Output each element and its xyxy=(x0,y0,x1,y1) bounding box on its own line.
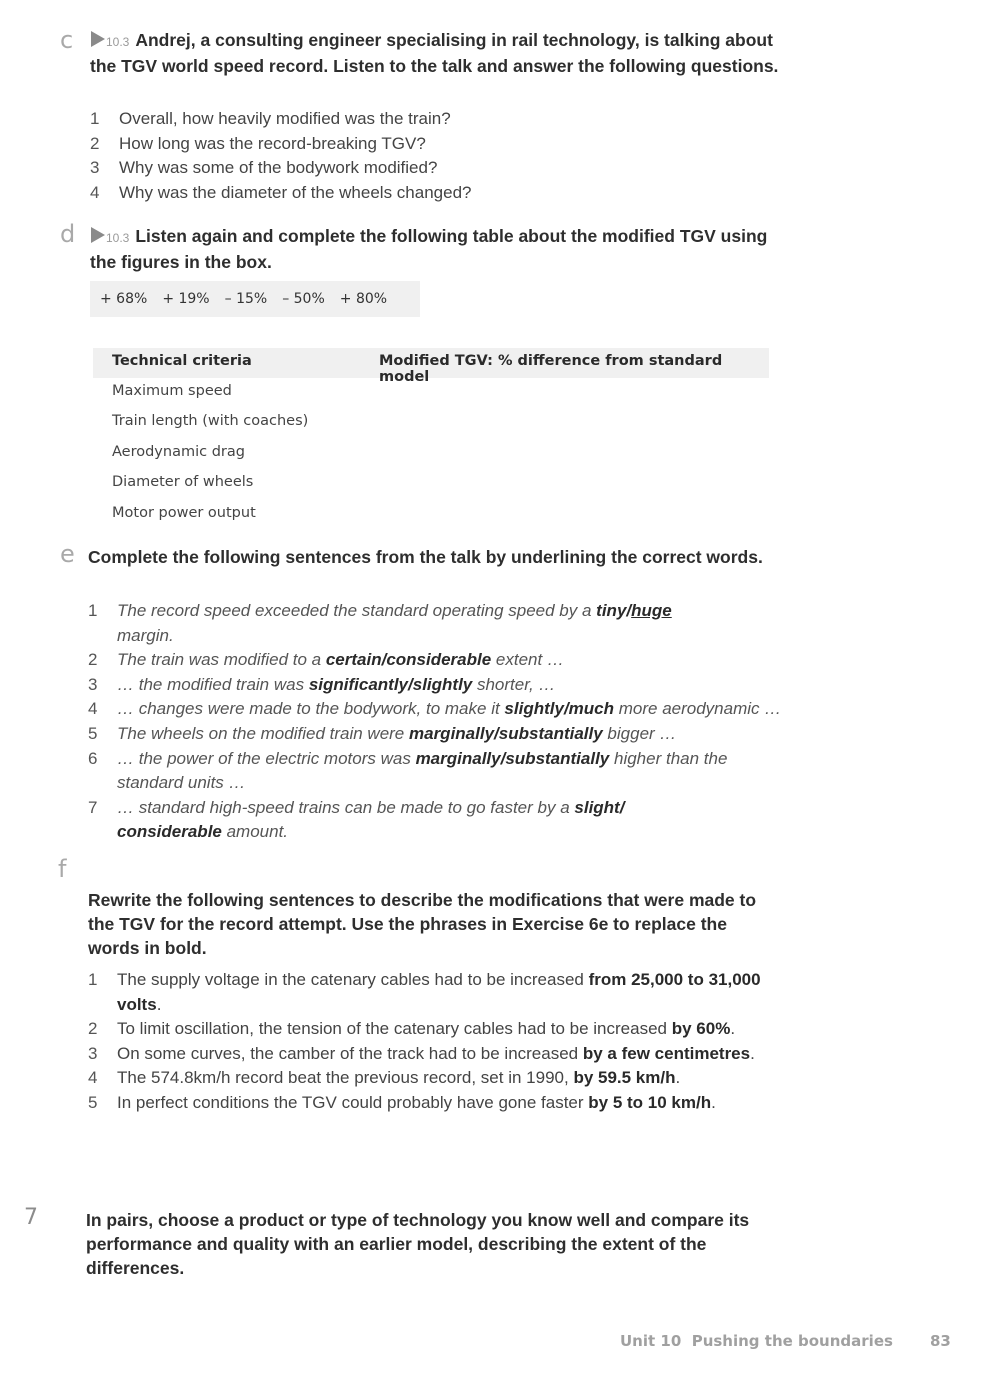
sentence-part: . xyxy=(730,1019,736,1039)
table-row: Diameter of wheels xyxy=(112,474,254,490)
table-header-difference: Modified TGV: % difference from standard model xyxy=(379,353,723,385)
bold-phrase: by a few centimetres xyxy=(582,1043,751,1063)
sentence-part: shorter, … xyxy=(472,674,556,694)
section-d-instruction xyxy=(90,224,780,274)
sentence-part: On some curves, the camber of the track had to be increased xyxy=(117,1043,583,1063)
item-number: 2 xyxy=(90,133,100,153)
questions-list-c xyxy=(90,107,790,205)
word-option[interactable]: marginally xyxy=(415,748,501,768)
exercise-7-instruction: In pairs, choose a product or type of technology you know well and compare its performance and quality with an earlier model, describing the extent of the differences. xyxy=(86,1210,750,1278)
sentence-part: . xyxy=(711,1092,716,1112)
sentences-list-f xyxy=(88,968,778,1116)
track-number: 10.3 xyxy=(106,231,130,245)
list-item xyxy=(88,648,788,673)
list-item xyxy=(88,968,778,1017)
section-letter-f: f xyxy=(58,855,67,883)
list-item xyxy=(88,599,788,648)
option-separator: / xyxy=(626,601,632,620)
audio-track-d[interactable] xyxy=(90,224,129,250)
instruction-text: Andrej, a consulting engineer specialising in rail technology, is talking about the TGV world speed record. Listen to the talk and answer the following questions. xyxy=(90,30,779,76)
option-separator: / xyxy=(563,699,569,719)
sentence-part: The supply voltage in the catenary cables had to be increased xyxy=(117,970,589,989)
item-number: 5 xyxy=(88,1092,98,1112)
sentence-part: . xyxy=(750,1043,755,1063)
list-item xyxy=(88,747,788,796)
sentence-part: To limit oscillation, the tension of the catenary cables had to be increased xyxy=(117,1019,672,1039)
sentence-part: The train was modified to a xyxy=(117,650,326,670)
sentence-part: In perfect conditions the TGV could probably have gone faster xyxy=(117,1092,589,1112)
list-item xyxy=(88,796,788,845)
exercise-number-7: 7 xyxy=(24,1205,38,1230)
word-option[interactable]: tiny xyxy=(596,601,627,620)
table-row: Motor power output xyxy=(112,505,256,521)
instruction-text: Listen again and complete the following table about the modified TGV using the figures in the box. xyxy=(90,226,768,272)
option-separator: / xyxy=(494,723,499,743)
figures-box xyxy=(90,281,420,317)
sentence-part: The 574.8km/h record beat the previous record, set in 1990, xyxy=(117,1068,574,1088)
sentence-part: amount. xyxy=(221,822,289,842)
figure-item: + 80% xyxy=(339,291,388,307)
section-letter-c: c xyxy=(60,26,74,54)
sentence-part: extent … xyxy=(491,650,564,670)
word-option[interactable]: considerable xyxy=(117,822,222,842)
figure-item: – 50% xyxy=(282,291,325,307)
page-number: 83 xyxy=(930,1332,951,1350)
item-number: 3 xyxy=(88,674,98,694)
option-separator: / xyxy=(619,797,625,817)
list-item xyxy=(88,1017,778,1042)
list-item xyxy=(88,697,788,722)
item-number: 4 xyxy=(88,699,98,719)
sentence-part: bigger … xyxy=(602,723,677,743)
word-option[interactable]: certain xyxy=(325,650,382,670)
item-number: 4 xyxy=(88,1068,98,1088)
item-number: 2 xyxy=(88,1019,98,1039)
word-option[interactable]: substantially xyxy=(498,723,603,743)
item-number: 1 xyxy=(88,970,98,989)
sentence-part: The record speed exceeded the standard operating speed by a xyxy=(117,601,597,620)
sentences-list-e xyxy=(88,599,788,845)
table-row: Train length (with coaches) xyxy=(112,413,309,429)
criteria-table xyxy=(93,345,769,530)
section-c-instruction xyxy=(90,28,780,78)
section-f-instruction: Rewrite the following sentences to describe the modifications that were made to the TGV for the record attempt. Use the phrases in Exercise 6e to replace the words in bold. xyxy=(88,890,757,958)
bold-phrase: by 59.5 km/h xyxy=(573,1068,676,1088)
sentence-part: . xyxy=(156,994,162,1014)
list-item xyxy=(90,132,790,157)
item-number: 2 xyxy=(88,650,98,670)
option-separator: / xyxy=(408,674,413,694)
list-item xyxy=(88,1042,778,1067)
question-text: Overall, how heavily modified was the train? xyxy=(119,109,451,128)
word-option[interactable]: slightly xyxy=(504,699,564,719)
sentence-part: margin. xyxy=(117,625,174,645)
word-option[interactable]: marginally xyxy=(409,723,495,743)
sentence-part: more aerodynamic … xyxy=(614,699,782,719)
sentence-part: higher than the standard units … xyxy=(117,748,728,793)
table-row: Maximum speed xyxy=(112,383,232,399)
section-e-instruction: Complete the following sentences from the talk by underlining the correct words. xyxy=(88,547,763,567)
item-number: 1 xyxy=(88,601,98,620)
bold-phrase: by 5 to 10 km/h xyxy=(588,1092,712,1112)
section-letter-d: d xyxy=(60,220,76,248)
list-item xyxy=(88,673,788,698)
play-icon xyxy=(90,30,106,48)
word-option[interactable]: much xyxy=(568,699,615,719)
table-row: Aerodynamic drag xyxy=(112,444,245,460)
question-text: Why was the diameter of the wheels changed? xyxy=(119,182,472,202)
figure-item: + 68% xyxy=(100,291,148,307)
item-number: 6 xyxy=(88,748,98,768)
sentence-part: … the power of the electric motors was xyxy=(117,748,416,768)
item-number: 1 xyxy=(90,109,100,128)
play-icon xyxy=(90,226,106,244)
item-number: 3 xyxy=(88,1043,98,1063)
list-item xyxy=(88,722,788,747)
word-option[interactable]: slight xyxy=(574,797,620,817)
sentence-part: … the modified train was xyxy=(117,674,309,694)
list-item xyxy=(90,107,790,132)
item-number: 5 xyxy=(88,723,98,743)
sentence-part: The wheels on the modified train were xyxy=(117,723,409,743)
footer-unit-title: Unit 10 Pushing the boundaries xyxy=(620,1332,893,1350)
figure-item: – 15% xyxy=(224,291,268,307)
bold-phrase: from 25,000 to 31,000 volts xyxy=(117,970,761,1014)
list-item xyxy=(90,156,790,181)
sentence-part: … standard high-speed trains can be made to go faster by a xyxy=(117,797,575,817)
word-option[interactable]: substantially xyxy=(505,748,610,768)
sentence-part: … changes were made to the bodywork, to make it xyxy=(117,699,505,719)
item-number: 7 xyxy=(88,797,98,817)
list-item xyxy=(90,181,790,206)
list-item xyxy=(88,1066,778,1091)
sentence-part: . xyxy=(675,1068,681,1088)
word-option-underlined[interactable]: huge xyxy=(631,601,672,620)
item-number: 4 xyxy=(90,182,100,202)
word-option[interactable]: considerable xyxy=(386,650,492,670)
list-item xyxy=(88,1091,778,1116)
item-number: 3 xyxy=(90,158,100,178)
section-letter-e: e xyxy=(60,540,75,568)
bold-phrase: by 60% xyxy=(671,1019,731,1039)
option-separator: / xyxy=(381,650,387,670)
table-header-criteria: Technical criteria xyxy=(112,353,252,369)
word-option[interactable]: slightly xyxy=(412,674,473,694)
figure-item: + 19% xyxy=(162,291,210,307)
question-text: How long was the record-breaking TGV? xyxy=(119,133,426,153)
option-separator: / xyxy=(500,748,506,768)
audio-track-c[interactable] xyxy=(90,28,129,54)
question-text: Why was some of the bodywork modified? xyxy=(119,158,438,178)
word-option[interactable]: significantly xyxy=(308,674,408,694)
track-number: 10.3 xyxy=(106,35,130,49)
